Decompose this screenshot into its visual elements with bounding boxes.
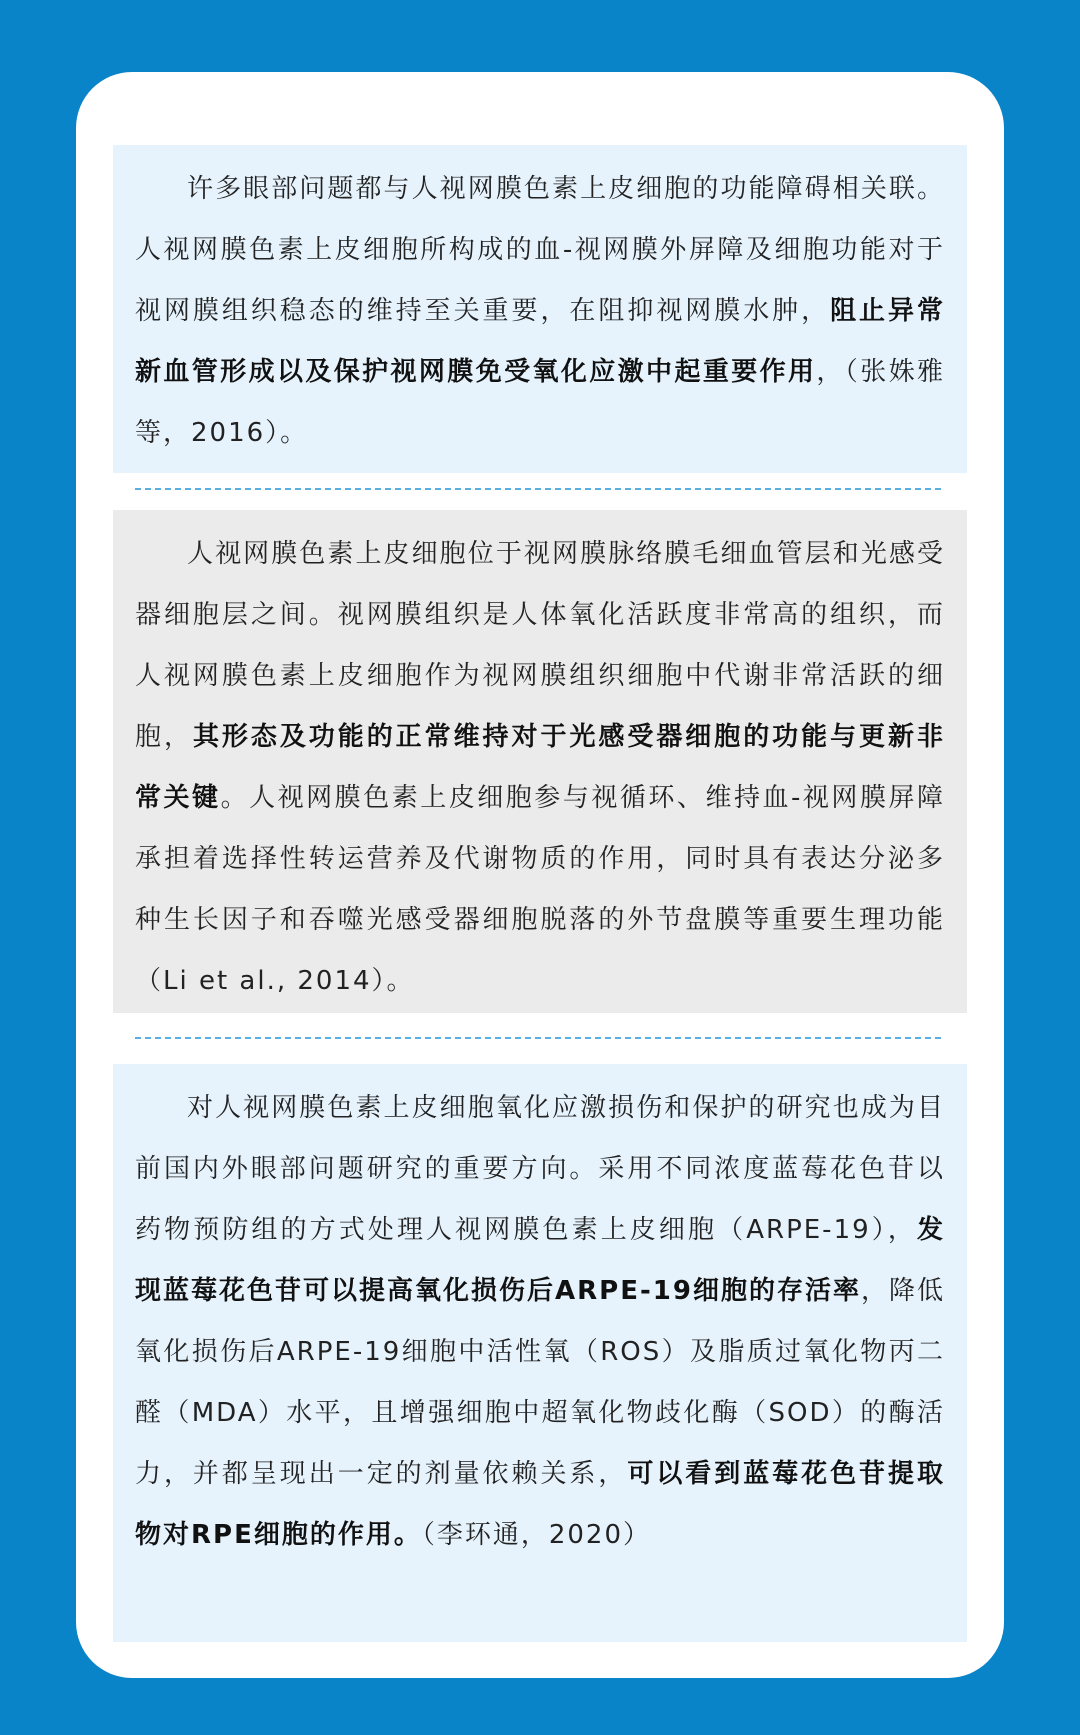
paragraph-3-text: 对人视网膜色素上皮细胞氧化应激损伤和保护的研究也成为目前国内外眼部问题研究的重要方向。采用不同浓度蓝莓花色苷以药物预防组的方式处理人视网膜色素上皮细胞（ARPE-19）， [135,1093,945,1245]
text-block-1 [113,145,967,473]
paragraph-3 [135,1078,945,1566]
dashed-divider [135,1037,941,1039]
dashed-divider [135,488,941,490]
text-block-3 [113,1064,967,1642]
paragraph-3-citation: （李环通，2020） [421,1520,652,1550]
text-block-2 [113,510,967,1013]
paragraph-3-text-cont: ，降低氧化损伤后ARPE-19细胞中活性氧（ROS）及脂质过氧化物丙二醛（MDA）水平，且增强细胞中超氧化物歧化酶（SOD）的酶活力，并都呈现出一定的剂量依赖关系， [135,1276,945,1489]
paragraph-1-citation: ，（张姝雅等，2016）。 [135,357,945,448]
paragraph-2-highlight: 其形态及功能的正常维持对于光感受器细胞的功能与更新非常关键 [135,722,945,813]
paragraph-2-text: 人视网膜色素上皮细胞位于视网膜脉络膜毛细血管层和光感受器细胞层之间。视网膜组织是人体氧化活跃度非常高的组织，而人视网膜色素上皮细胞作为视网膜组织细胞中代谢非常活跃的细胞， [135,539,945,752]
paragraph-1-text: 许多眼部问题都与人视网膜色素上皮细胞的功能障碍相关联。人视网膜色素上皮细胞所构成的血-视网膜外屏障及细胞功能对于视网膜组织稳态的维持至关重要，在阻抑视网膜水肿， [135,174,945,326]
paragraph-1-highlight: 阻止异常新血管形成以及保护视网膜免受氧化应激中起重要作用 [135,296,945,387]
paragraph-3-highlight-1: 发现蓝莓花色苷可以提高氧化损伤后ARPE-19细胞的存活率 [135,1215,945,1306]
paragraph-3-highlight-2: 可以看到蓝莓花色苷提取物对RPE细胞的作用。 [135,1459,945,1550]
paragraph-2-text-cont: 。人视网膜色素上皮细胞参与视循环、维持血-视网膜屏障承担着选择性转运营养及代谢物质的作用，同时具有表达分泌多种生长因子和吞噬光感受器细胞脱落的外节盘膜等重要生理功能（Li et al., 2014）。 [135,783,945,996]
paragraph-2 [135,524,945,1012]
paragraph-1 [135,159,945,464]
